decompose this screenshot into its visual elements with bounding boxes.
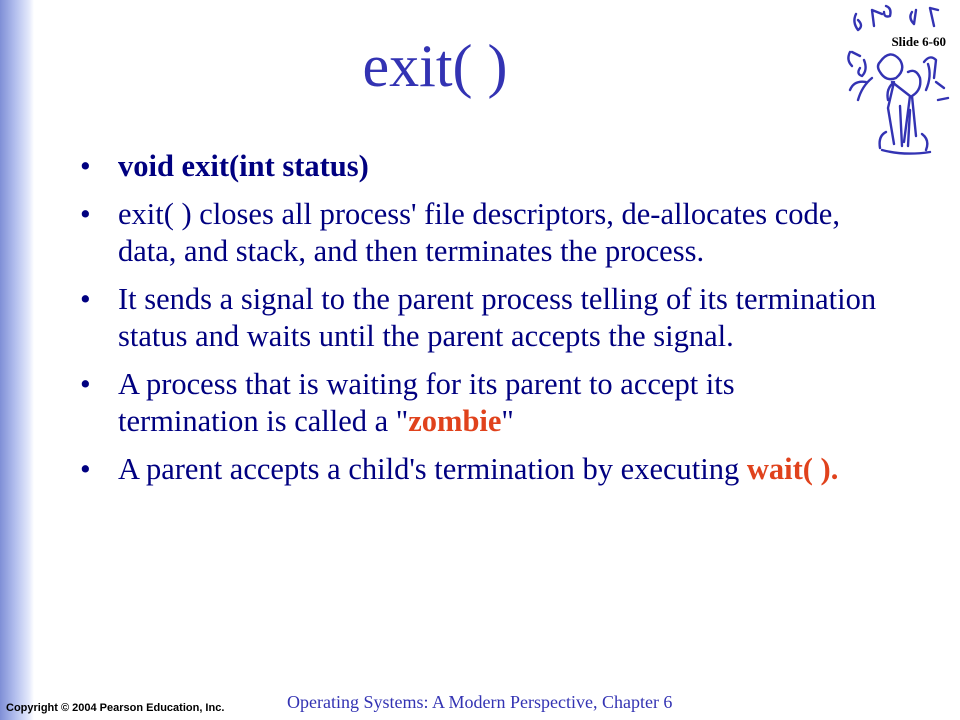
bullet-text: A parent accepts a child's termination by executing	[118, 452, 747, 486]
bullet-dot: •	[80, 197, 91, 231]
musician-sketch-icon	[842, 2, 954, 162]
bullet-list	[80, 148, 880, 499]
wait-highlight: wait( ).	[746, 452, 839, 486]
slide-number: Slide 6-60	[891, 34, 946, 49]
sidebar-gradient	[0, 0, 34, 720]
bullet-text: void exit(int status)	[118, 149, 369, 183]
slide-title: exit( )	[362, 33, 508, 99]
bullet-dot: •	[80, 282, 91, 316]
copyright-notice: Copyright © 2004 Pearson Education, Inc.	[6, 702, 225, 714]
bullet-text: exit( ) closes all process' file descriptors, de-allocates code, data, and stack, and then terminates the process.	[118, 197, 840, 268]
bullet-item	[80, 148, 880, 185]
bullet-item	[80, 451, 880, 488]
bullet-item	[80, 366, 880, 440]
bullet-text: It sends a signal to the parent process telling of its termination status and waits until the parent accepts the signal.	[118, 282, 877, 353]
bullet-item	[80, 281, 880, 355]
footer-caption: Operating Systems: A Modern Perspective, Chapter 6	[287, 692, 673, 712]
bullet-dot: •	[80, 367, 91, 401]
bullet-dot: •	[80, 452, 91, 486]
bullet-text: A process that is waiting for its parent to accept its termination is called a "	[118, 367, 735, 438]
zombie-highlight: zombie	[408, 404, 502, 438]
bullet-dot: •	[80, 149, 91, 183]
bullet-item	[80, 196, 880, 270]
bullet-text-end: "	[501, 404, 514, 438]
